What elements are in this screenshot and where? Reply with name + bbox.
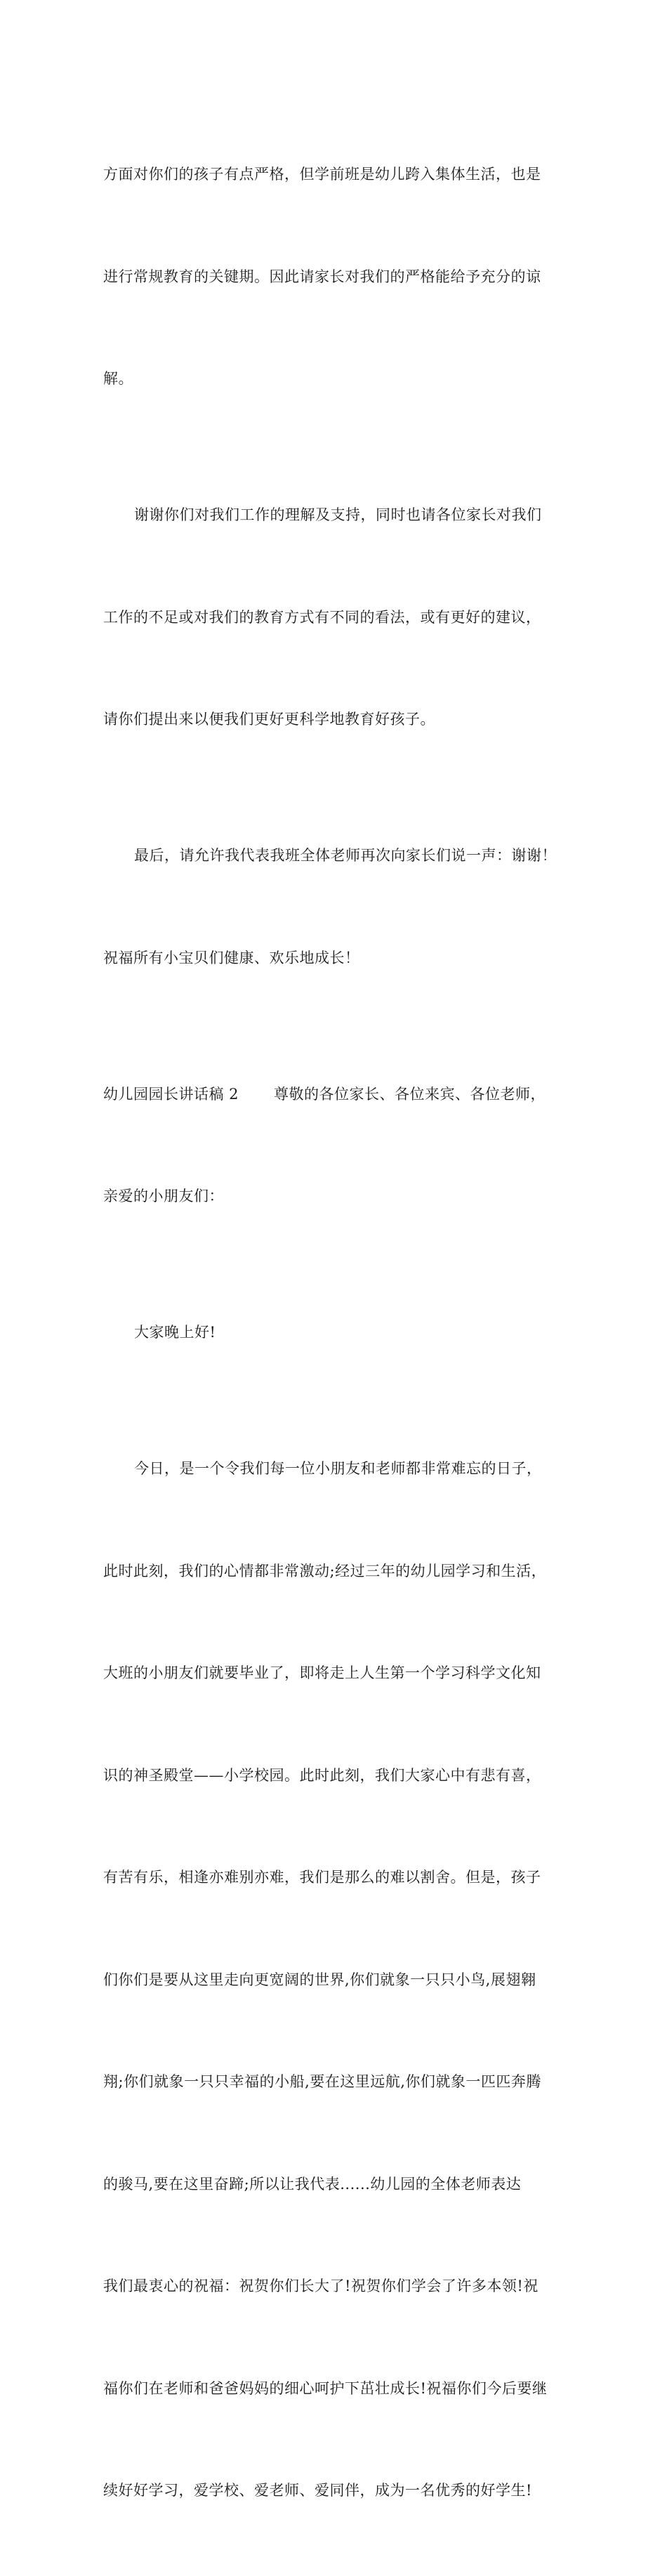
text-line: 此时此刻，我们的心情都非常激动;经过三年的幼儿园学习和生活， [103,1562,547,1579]
salutation-text: 尊敬的各位家长、各位来宾、各位老师， [274,1085,546,1103]
text-line: 解。 [103,370,133,387]
text-line: 福你们在老师和爸爸妈妈的细心呵护下茁壮成长!祝福你们今后要继 [103,2379,548,2397]
text-line: 亲爱的小朋友们： [103,1188,224,1204]
section-heading-line [103,1077,581,1112]
text-line: 方面对你们的孩子有点严格，但学前班是幼儿跨入集体生活，也是 [103,166,541,183]
text-line: 我们最衷心的祝福：祝贺你们长大了!祝贺你们学会了许多本领!祝 [103,2278,539,2294]
text-line: 翔;你们就象一只只幸福的小船,要在这里远航,你们就象一匹匹奔腾 [103,2073,541,2090]
document-body [103,89,581,2576]
text-line: 最后，请允许我代表我班全体老师再次向家长们说一声：谢谢！ [134,847,557,864]
text-line: 大家晚上好! [134,1324,216,1341]
text-line: 续好好学习，爱学校、爱老师、爱同伴，成为一名优秀的好学生! [103,2482,532,2499]
text-line: 大班的小朋友们就要毕业了，即将走上人生第一个学习科学文化知 [103,1664,541,1681]
text-line: 工作的不足或对我们的教育方式有不同的看法，或有更好的建议， [103,608,541,626]
text-line: 识的神圣殿堂——小学校园。此时此刻，我们大家心中有悲有喜， [103,1766,541,1784]
text-line: 今日，是一个令我们每一位小朋友和老师都非常难忘的日子， [134,1460,542,1477]
text-line: 有苦有乐，相逢亦难别亦难，我们是那么的难以割舍。但是，孩子 [103,1869,541,1886]
text-line: 请你们提出来以便我们更好更科学地教育好孩子。 [103,711,435,728]
section-title: 幼儿园园长讲话稿 2 [103,1085,239,1103]
text-line: 祝福所有小宝贝们健康、欢乐地成长！ [103,949,360,966]
text-line: 谢谢你们对我们工作的理解及支持，同时也请各位家长对我们 [134,506,542,523]
text-line: 进行常规教育的关键期。因此请家长对我们的严格能给予充分的谅 [103,268,541,285]
text-line: 的骏马,要在这里奋蹄;所以让我代表......幼儿园的全体老师表达 [103,2175,522,2193]
text-line: 们你们是要从这里走向更宽阔的世界,你们就象一只只小鸟,展翅翱 [103,1971,536,1988]
